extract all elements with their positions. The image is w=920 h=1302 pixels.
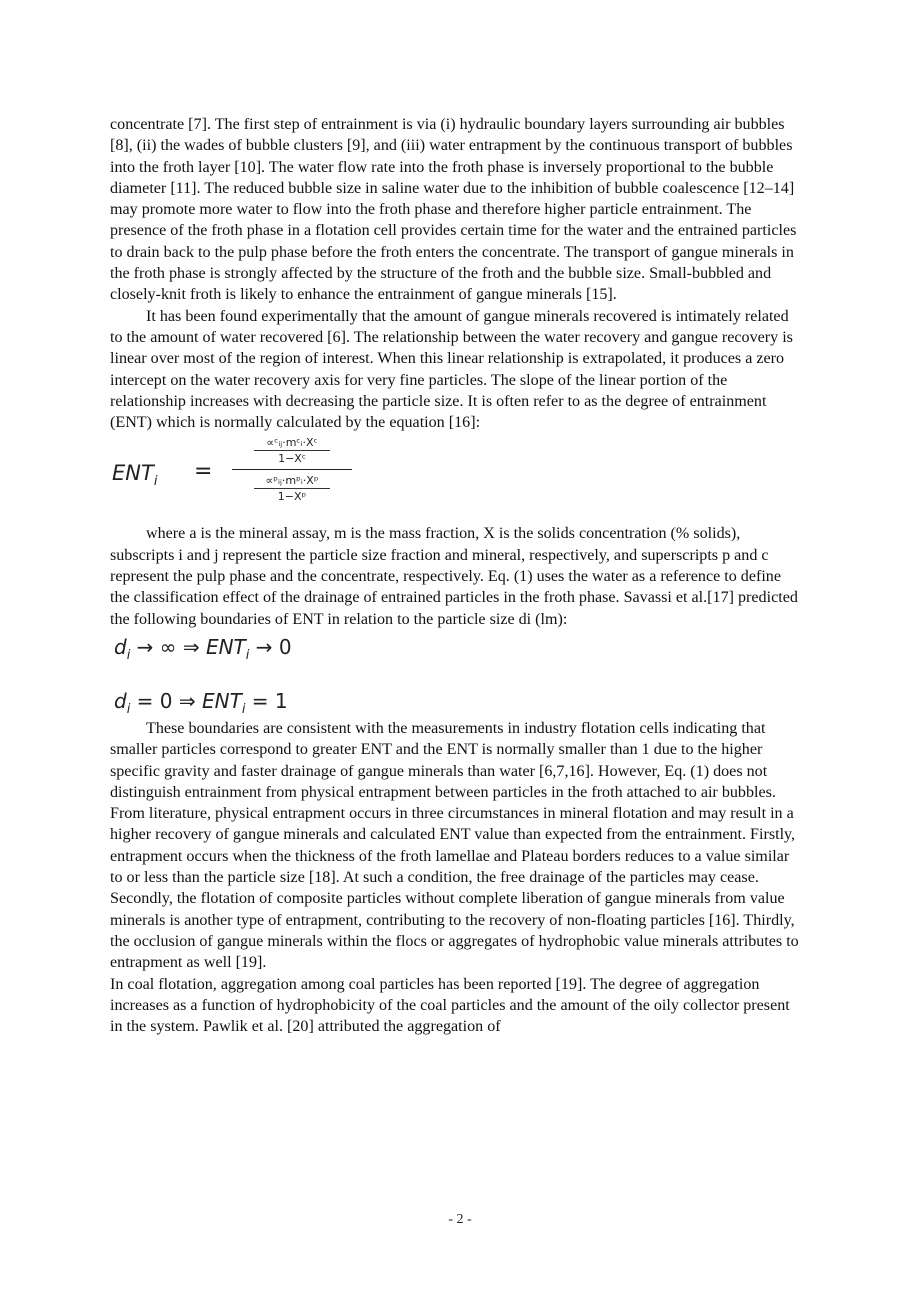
denominator-top: ∝ᵖᵢⱼ·mᵖᵢ·Xᵖ	[265, 474, 319, 488]
numerator-bottom: 1−Xᶜ	[278, 452, 306, 466]
numerator-top: ∝ᶜᵢⱼ·mᶜᵢ·Xᶜ	[266, 436, 318, 450]
equation-lhs: $ENT_i$	[112, 461, 158, 490]
equation-fraction	[232, 435, 352, 504]
equation-boundary-zero: $d_i = 0$ ⇒ $ENT_i = 1$	[114, 688, 288, 717]
equation-boundary-infinity: $d_i$ → ∞ ⇒ $ENT_i \to 0$	[114, 634, 292, 663]
equation-equals: =	[194, 459, 213, 485]
page-number: - 2 -	[448, 1212, 472, 1227]
document-body	[110, 114, 800, 1037]
paragraph-5: In coal flotation, aggregation among coal particles has been reported [19]. The degree of aggregation increases as a function of hydrophobicity of the coal particles and the amount of the oily collector present in the system. Pawlik et al. [20] attributed the aggregation of	[110, 975, 790, 1036]
equation-ent-degree	[110, 435, 800, 519]
paragraph-1: concentrate [7]. The first step of entrainment is via (i) hydraulic boundary layers surrounding air bubbles [8], (ii) the wades of bubble clusters [9], and (iii) water entrapment by the continuous transport of bubbles into the froth layer [10]. The water flow rate into the froth phase is inversely proportional to the bubble diameter [11]. The reduced bubble size in saline water due to the inhibition of bubble coalescence [12–14] may promote more water to flow into the froth phase and therefore higher particle entrainment. The presence of the froth phase in a flotation cell provides certain time for the water and the entrained particles to drain back to the pulp phase before the froth enters the concentrate. The transport of gangue minerals in the froth phase is strongly affected by the structure of the froth and the bubble size. Small-bubbled and closely-knit froth is likely to enhance the entrainment of gangue minerals [15].	[110, 116, 797, 304]
paragraph-2: It has been found experimentally that the amount of gangue minerals recovered is intimately related to the amount of water recovered [6]. The relationship between the water recovery and gangue recovery is linear over most of the region of interest. When this linear relationship is extrapolated, it produces a zero intercept on the water recovery axis for very fine particles. The slope of the linear portion of the relationship increases with decreasing the particle size. It is often refer to as the degree of entrainment (ENT) which is normally calculated by the equation [16]:	[110, 307, 793, 432]
denominator-bottom: 1−Xᵖ	[277, 490, 307, 504]
paragraph-3: where a is the mineral assay, m is the mass fraction, X is the solids concentration (% solids), subscripts i and j represent the particle size fraction and mineral, respectively, and superscripts p and c represent the pulp phase and the concentrate, respectively. Eq. (1) uses the water as a reference to define the classification effect of the drainage of entrained particles in the froth phase. Savassi et al.[17] predicted the following boundaries of ENT in relation to the particle size di (lm):	[110, 525, 798, 628]
main-fraction-bar	[232, 469, 352, 470]
paragraph-4: These boundaries are consistent with the measurements in industry flotation cells indicating that smaller particles correspond to greater ENT and the ENT is normally smaller than 1 due to the higher specific gravity and faster drainage of gangue minerals than water [6,7,16]. However, Eq. (1) does not distinguish entrainment from physical entrapment between particles in the froth attached to air bubbles. From literature, physical entrapment occurs in three circumstances in mineral flotation and may result in a higher recovery of gangue minerals and calculated ENT value than expected from the entrainment. Firstly, entrapment occurs when the thickness of the froth lamellae and Plateau borders reduces to a value similar to or less than the particle size [18]. At such a condition, the free drainage of the particles may cease. Secondly, the flotation of composite particles without complete liberation of gangue minerals from value minerals is another type of entrapment, contributing to the recovery of non-floating particles [16]. Thirdly, the occlusion of gangue minerals within the flocs or aggregates of hydrophobic value minerals attributes to entrapment as well [19].	[110, 719, 799, 972]
equation-gap	[110, 664, 800, 684]
